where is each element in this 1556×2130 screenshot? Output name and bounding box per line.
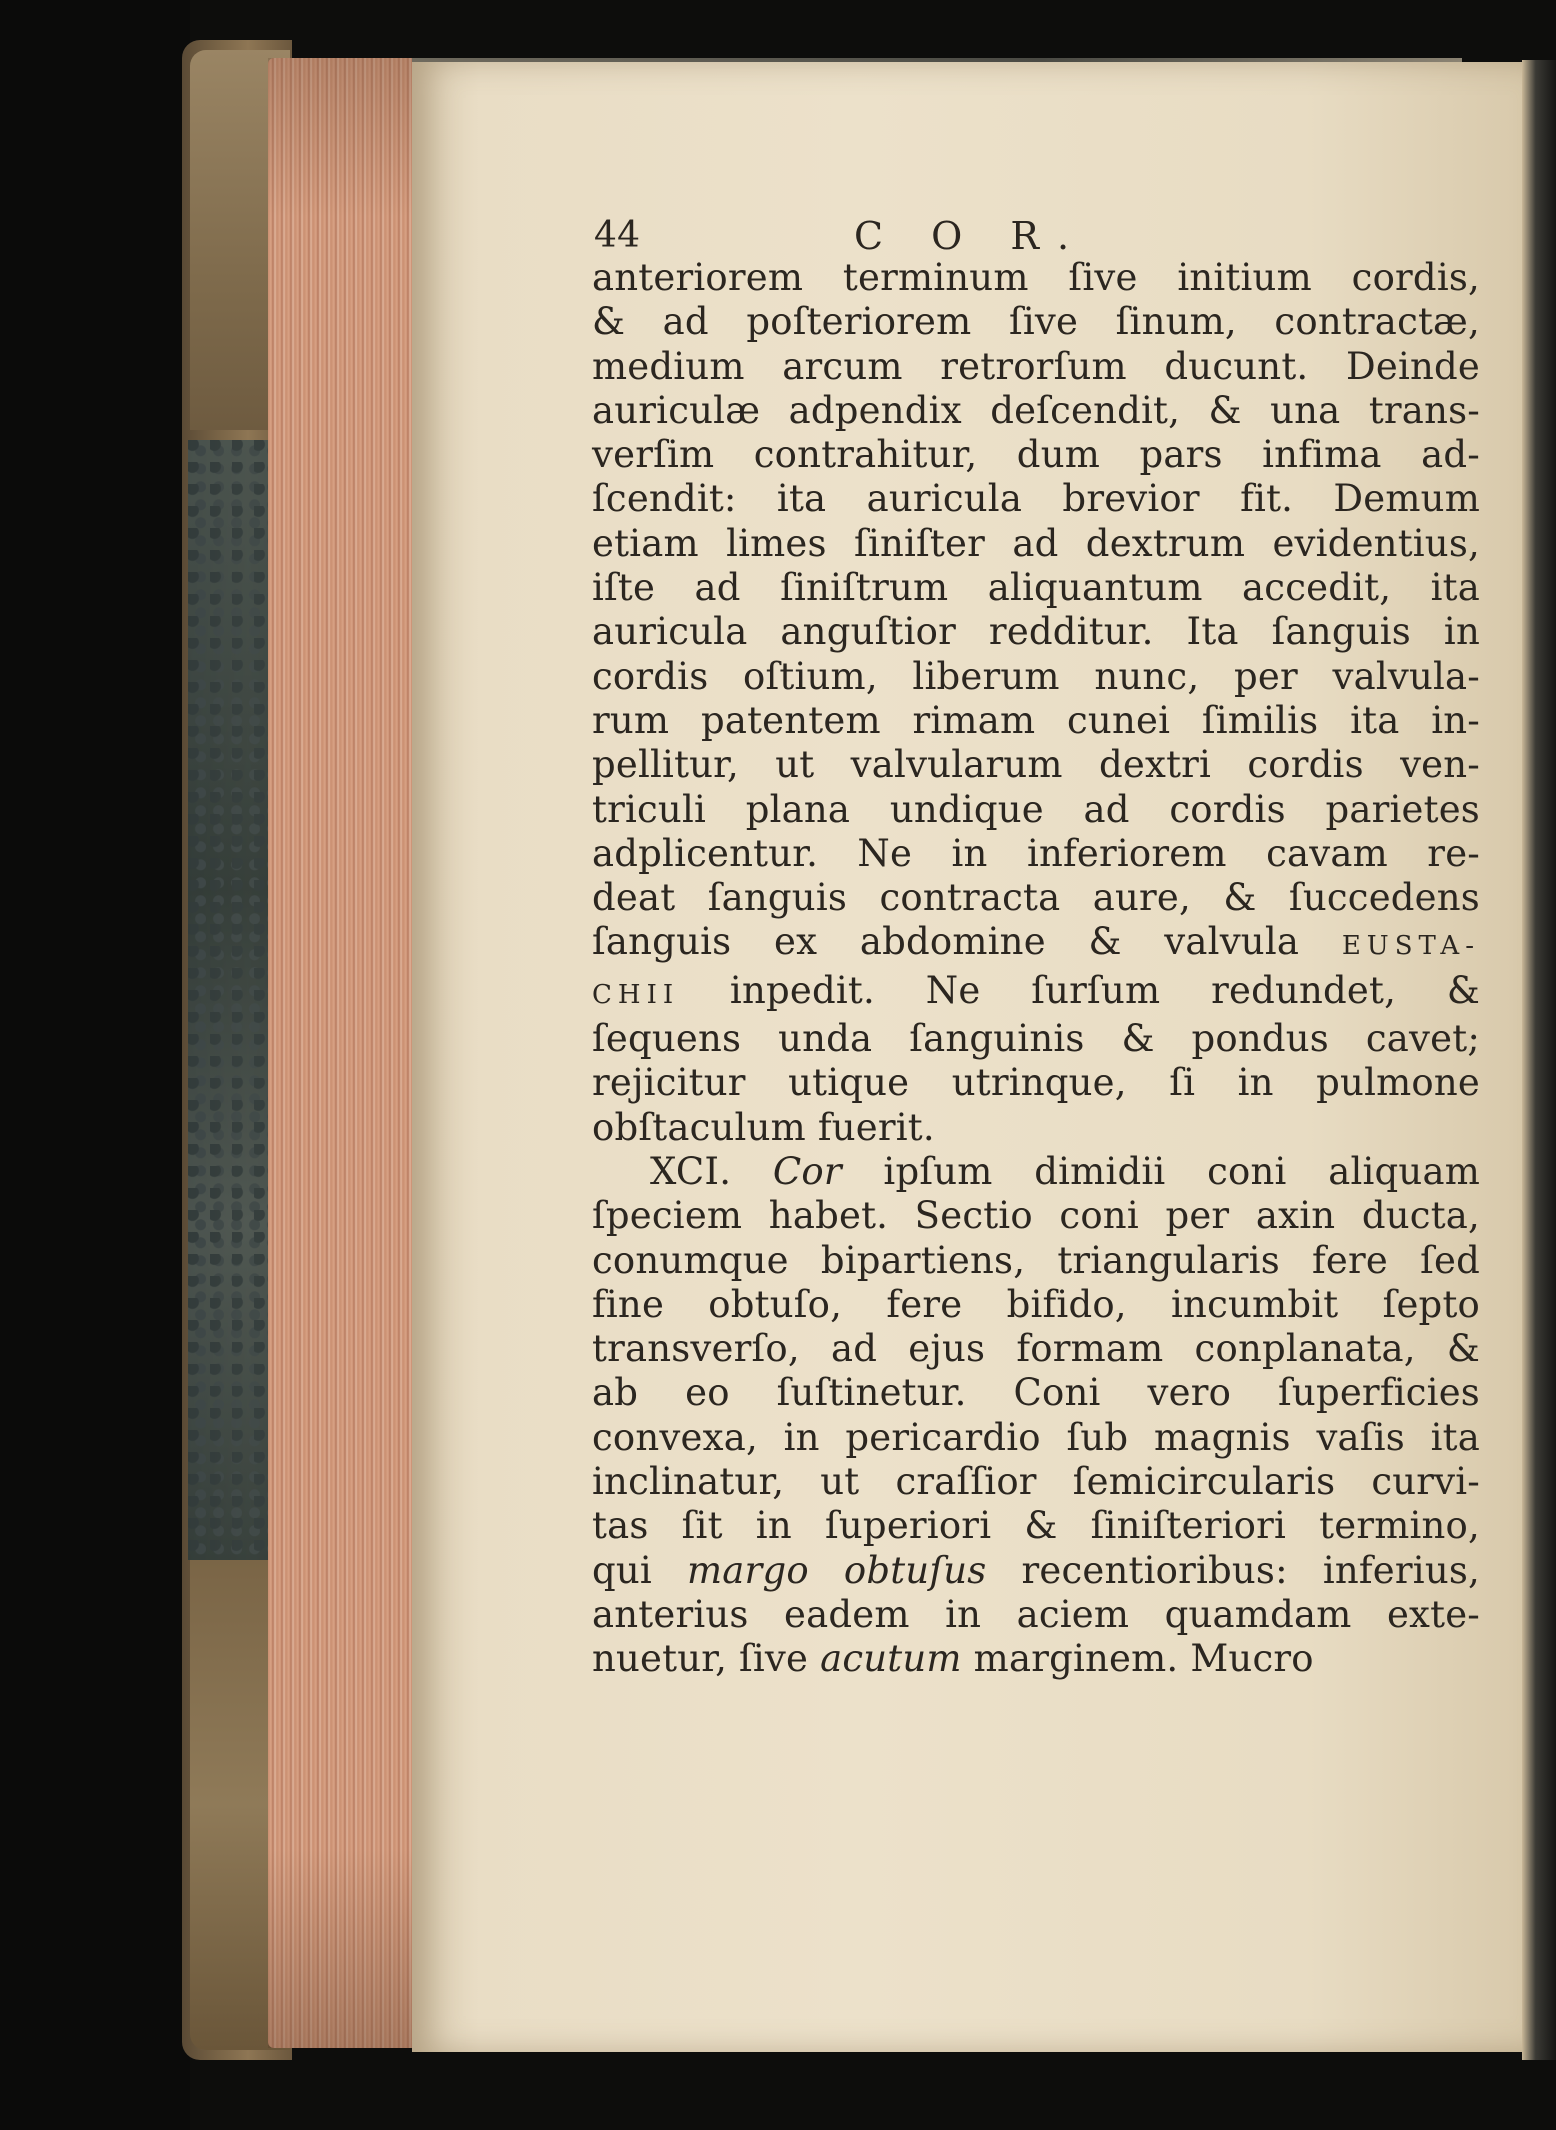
line-text: obſtaculum fuerit. [592, 1105, 935, 1149]
text-block [592, 208, 1480, 1682]
paragraph-2 [592, 1150, 1480, 1682]
line-text: adplicentur. Ne in inferiorem cavam re- [592, 831, 1480, 875]
line-text: cordis oſtium, liberum nunc, per valvula- [592, 654, 1480, 698]
page-header [592, 208, 1480, 256]
line-text: ab eo ſuſtinetur. Coni vero ſuperficies [592, 1371, 1480, 1415]
text-line [592, 1106, 1480, 1150]
text-line [592, 1416, 1480, 1460]
small-caps-name: CHII [592, 979, 680, 1010]
line-text: anteriorem terminum ſive initium cordis, [592, 256, 1480, 299]
line-text: ſcendit: ita auricula brevior fit. Demum [592, 477, 1480, 521]
line-text: recentioribus: inferius, [986, 1548, 1480, 1592]
text-line [592, 788, 1480, 832]
text-line [592, 1371, 1480, 1415]
text-line [592, 1283, 1480, 1327]
text-line [592, 1504, 1480, 1548]
text-line [592, 1593, 1480, 1637]
text-line [592, 876, 1480, 920]
line-text: & ad poſteriorem ſive ſinum, contractæ, [592, 300, 1480, 344]
line-text: etiam limes ſiniſter ad dextrum evidentius, [592, 521, 1480, 565]
page-edges-shade [268, 58, 418, 2048]
line-text: convexa, in pericardio ſub magnis vaſis ita [592, 1415, 1480, 1459]
text-line [592, 1460, 1480, 1504]
italic-term: Cor [772, 1149, 842, 1193]
line-text: XCI. [650, 1149, 773, 1193]
line-text: rejicitur utique utrinque, ſi in pulmone [592, 1061, 1480, 1105]
line-text: transverſo, ad ejus formam conplanata, & [592, 1327, 1480, 1371]
line-text: inclinatur, ut craſſior ſemicircularis curvi- [592, 1460, 1480, 1504]
line-text: auricula anguſtior redditur. Ita ſanguis in [592, 610, 1480, 654]
text-line [592, 1239, 1480, 1283]
text-line [592, 522, 1480, 566]
line-text: anterius eadem in aciem quamdam exte- [592, 1592, 1480, 1636]
line-text: ſpeciem habet. Sectio coni per axin ducta, [592, 1194, 1480, 1238]
line-text: medium arcum retrorſum ducunt. Deinde [592, 344, 1480, 388]
background [0, 0, 190, 2130]
text-line [592, 1327, 1480, 1371]
text-line [592, 1194, 1480, 1238]
line-text: triculi plana undique ad cordis parietes [592, 787, 1480, 831]
running-title: C O R. [854, 214, 1088, 258]
text-line [592, 389, 1480, 433]
line-text: marginem. Mucro [961, 1637, 1314, 1681]
text-line [592, 610, 1480, 654]
paragraph-1 [592, 256, 1480, 1150]
text-line [592, 1637, 1480, 1681]
text-line [592, 1150, 1480, 1194]
text-line [592, 1549, 1480, 1593]
line-text: conumque bipartiens, triangularis fere ſed [592, 1238, 1480, 1282]
line-text: deat ſanguis contracta aure, & ſuccedens [592, 876, 1480, 920]
text-line [592, 256, 1480, 300]
line-text: auriculæ adpendix deſcendit, & una trans- [592, 388, 1480, 432]
text-line [592, 832, 1480, 876]
italic-term: acutum [820, 1637, 962, 1681]
text-line [592, 566, 1480, 610]
line-text: nuetur, ſive [592, 1637, 821, 1681]
line-text: iſte ad ſiniſtrum aliquantum accedit, ita [592, 566, 1480, 610]
line-text: qui [592, 1548, 688, 1592]
line-text: rum patentem rimam cunei ſimilis ita in- [592, 698, 1480, 742]
text-line [592, 655, 1480, 699]
line-text: inpedit. Ne ſurſum redundet, & [679, 968, 1480, 1012]
italic-term: margo obtuſus [687, 1548, 987, 1592]
text-line [592, 1061, 1480, 1105]
cover-marbled-board [188, 440, 278, 1560]
text-line [592, 433, 1480, 477]
text-line [592, 920, 1480, 968]
text-line [592, 969, 1480, 1017]
text-line [592, 699, 1480, 743]
text-line [592, 300, 1480, 344]
line-text: verſim contrahitur, dum pars infima ad- [592, 433, 1480, 477]
line-text: ipſum dimidii coni aliquam [841, 1149, 1480, 1193]
gutter-shadow [1522, 60, 1556, 2060]
text-line [592, 345, 1480, 389]
line-text: ſequens unda ſanguinis & pondus cavet; [592, 1017, 1480, 1061]
line-text: tas ſit in ſuperiori & ſiniſteriori termino, [592, 1504, 1480, 1548]
line-text: pellitur, ut valvularum dextri cordis ven- [592, 743, 1480, 787]
line-text: fine obtuſo, fere bifido, incumbit ſepto [592, 1282, 1480, 1326]
small-caps-name: EUSTA- [1341, 931, 1480, 962]
text-line [592, 1017, 1480, 1061]
page-number: 44 [594, 215, 641, 256]
line-text: ſanguis ex abdomine & valvula [592, 920, 1342, 964]
text-line [592, 477, 1480, 521]
text-line [592, 743, 1480, 787]
